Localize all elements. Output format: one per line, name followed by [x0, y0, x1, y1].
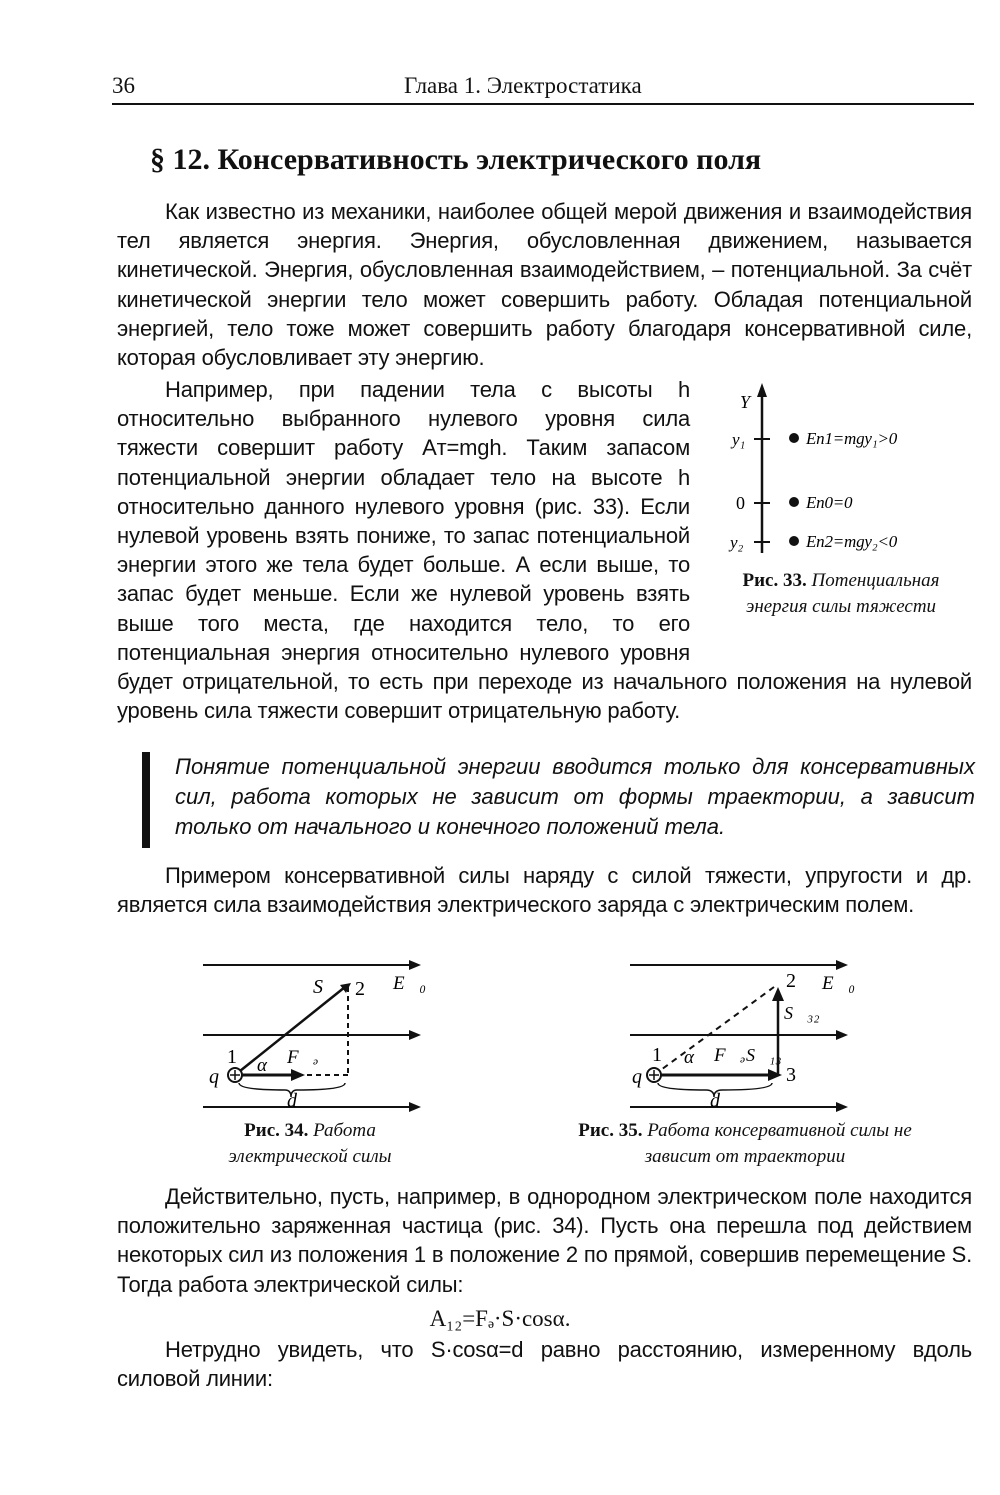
figure-35-caption: [570, 1118, 920, 1170]
label-1: 1: [652, 1044, 662, 1066]
field-line-top-arrow: [409, 960, 421, 970]
figure-33-label: Рис. 33.: [742, 570, 807, 591]
energy-label-2: Eп2=mgy₂<0: [806, 532, 898, 551]
label-d: d: [710, 1090, 720, 1112]
label-E0: E⃗₀: [393, 973, 426, 994]
paragraph-3: Примером консервативной силы наряду с силой тяжести, упругости и др. является сила взаимодействия электрического заряда с электрическим полем.: [117, 863, 972, 918]
page-number: 36: [112, 73, 135, 98]
work-formula: A₁₂=Fₔ·S·cosα.: [429, 1306, 571, 1331]
label-S13: S⃗₁₃: [746, 1045, 782, 1065]
body-point-0: [789, 497, 799, 507]
label-E0: E⃗₀: [822, 973, 855, 994]
field-line-top-arrow: [836, 960, 848, 970]
figure-35-label: Рис. 35.: [578, 1120, 643, 1141]
displacement-arrow: [340, 983, 351, 993]
definition-note: Понятие потенциальной энергии вводится только для консервативных сил, работа которых не зависит от формы траектории, а зависит только от начального и конечного положений тела.: [175, 754, 975, 839]
figure-34-caption: [190, 1118, 430, 1170]
label-q: q: [209, 1066, 219, 1088]
paragraph-1: Как известно из механики, наиболее общей мерой движения и взаимодействия тел является энергия. Энергия, обусловленная движением, называется кинетической. Энергия, обусловленная взаимодействием, – потенциальной. За счёт кинетической энергии тело может совершить работу. Обладая потенциальной энергией, тело тоже может совершить работу благодаря консервативной силе, которая обусловливает эту энергию.: [117, 199, 972, 371]
figure-33-graphic: [700, 375, 972, 570]
figure-33-caption: [710, 568, 972, 620]
paragraph-4: Действительно, пусть, например, в однородном электрическом поле находится положительно заряженная частица (рис. 34). Пусть она перешла под действием некоторых сил из положения 1 в положение 2 по прямой, совершив перемещение S. Тогда работа электрической силы:: [117, 1184, 972, 1297]
label-1: 1: [227, 1046, 237, 1068]
figure-35-caption-text: Работа консервативной силы не зависит от траектории: [644, 1120, 912, 1167]
field-line-bottom-arrow: [409, 1102, 421, 1112]
header-rule: [112, 103, 974, 105]
label-2: 2: [355, 978, 365, 1000]
label-2: 2: [786, 970, 796, 992]
force-arrow: [291, 1069, 305, 1081]
label-3: 3: [786, 1064, 796, 1086]
field-line-middle-arrow: [409, 1030, 421, 1040]
figure-34-caption-text: Работа электрической силы: [228, 1120, 392, 1167]
displacement-13-arrow: [768, 1069, 782, 1081]
paragraph-2-block: [117, 375, 972, 725]
field-line-middle-arrow: [836, 1030, 848, 1040]
label-alpha: α: [257, 1055, 267, 1076]
label-alpha: α: [684, 1047, 694, 1068]
section-title: § 12. Консервативность электрического поля: [150, 143, 762, 176]
paragraph-5: Нетрудно увидеть, что S·cosα=d равно расстоянию, измеренному вдоль силовой линии:: [117, 1337, 972, 1392]
note-bar: [142, 752, 150, 848]
running-header: Глава 1. Электростатика: [404, 73, 642, 98]
label-S: S⃗: [313, 976, 339, 998]
label-S32: S⃗₃₂: [784, 1003, 820, 1023]
label-F: F⃗ₔ: [714, 1045, 746, 1066]
paragraph-2: Например, при падении тела с высоты h относительно выбранного нулевого уровня сила тяжести совершит работу Aт=mgh. Таким запасом потенциальной энергии обладает тело на высоте h относительно данного нулевого уровня (рис. 33). Если нулевой уровень взять пониже, то запас потенциальной энергии этого же тела будет больше. А если выше, то запас будет меньше. Если же нулевой уровень взять выше того места, где находится тело, то его потенциальная энергия относительно нулевого уровня будет отрицательной, то есть при переходе из начального положения на нулевой уровень сила тяжести совершит отрицательную работу.: [117, 377, 972, 724]
displacement-32-arrow: [772, 987, 784, 1001]
figure-34-graphic: [195, 955, 435, 1115]
label-F: F⃗ₔ: [287, 1047, 319, 1068]
label-d: d: [287, 1090, 297, 1112]
body-point-1: [789, 433, 799, 443]
figure-33-caption-text: Потенциальная энергия силы тяжести: [745, 570, 940, 617]
level-y1: y₁: [732, 430, 746, 449]
level-zero: 0: [736, 493, 745, 513]
figure-34-label: Рис. 34.: [244, 1120, 309, 1141]
y-axis-arrow: [757, 383, 767, 397]
axis-label-y: Y: [740, 392, 750, 412]
field-line-bottom-arrow: [836, 1102, 848, 1112]
label-q: q: [632, 1066, 642, 1088]
level-y2: y₂: [730, 533, 744, 552]
body-point-2: [789, 536, 799, 546]
energy-label-1: Eп1=mgy₁>0: [806, 429, 898, 448]
energy-label-0: Eп0=0: [806, 493, 853, 512]
figure-35-graphic: [622, 955, 862, 1115]
